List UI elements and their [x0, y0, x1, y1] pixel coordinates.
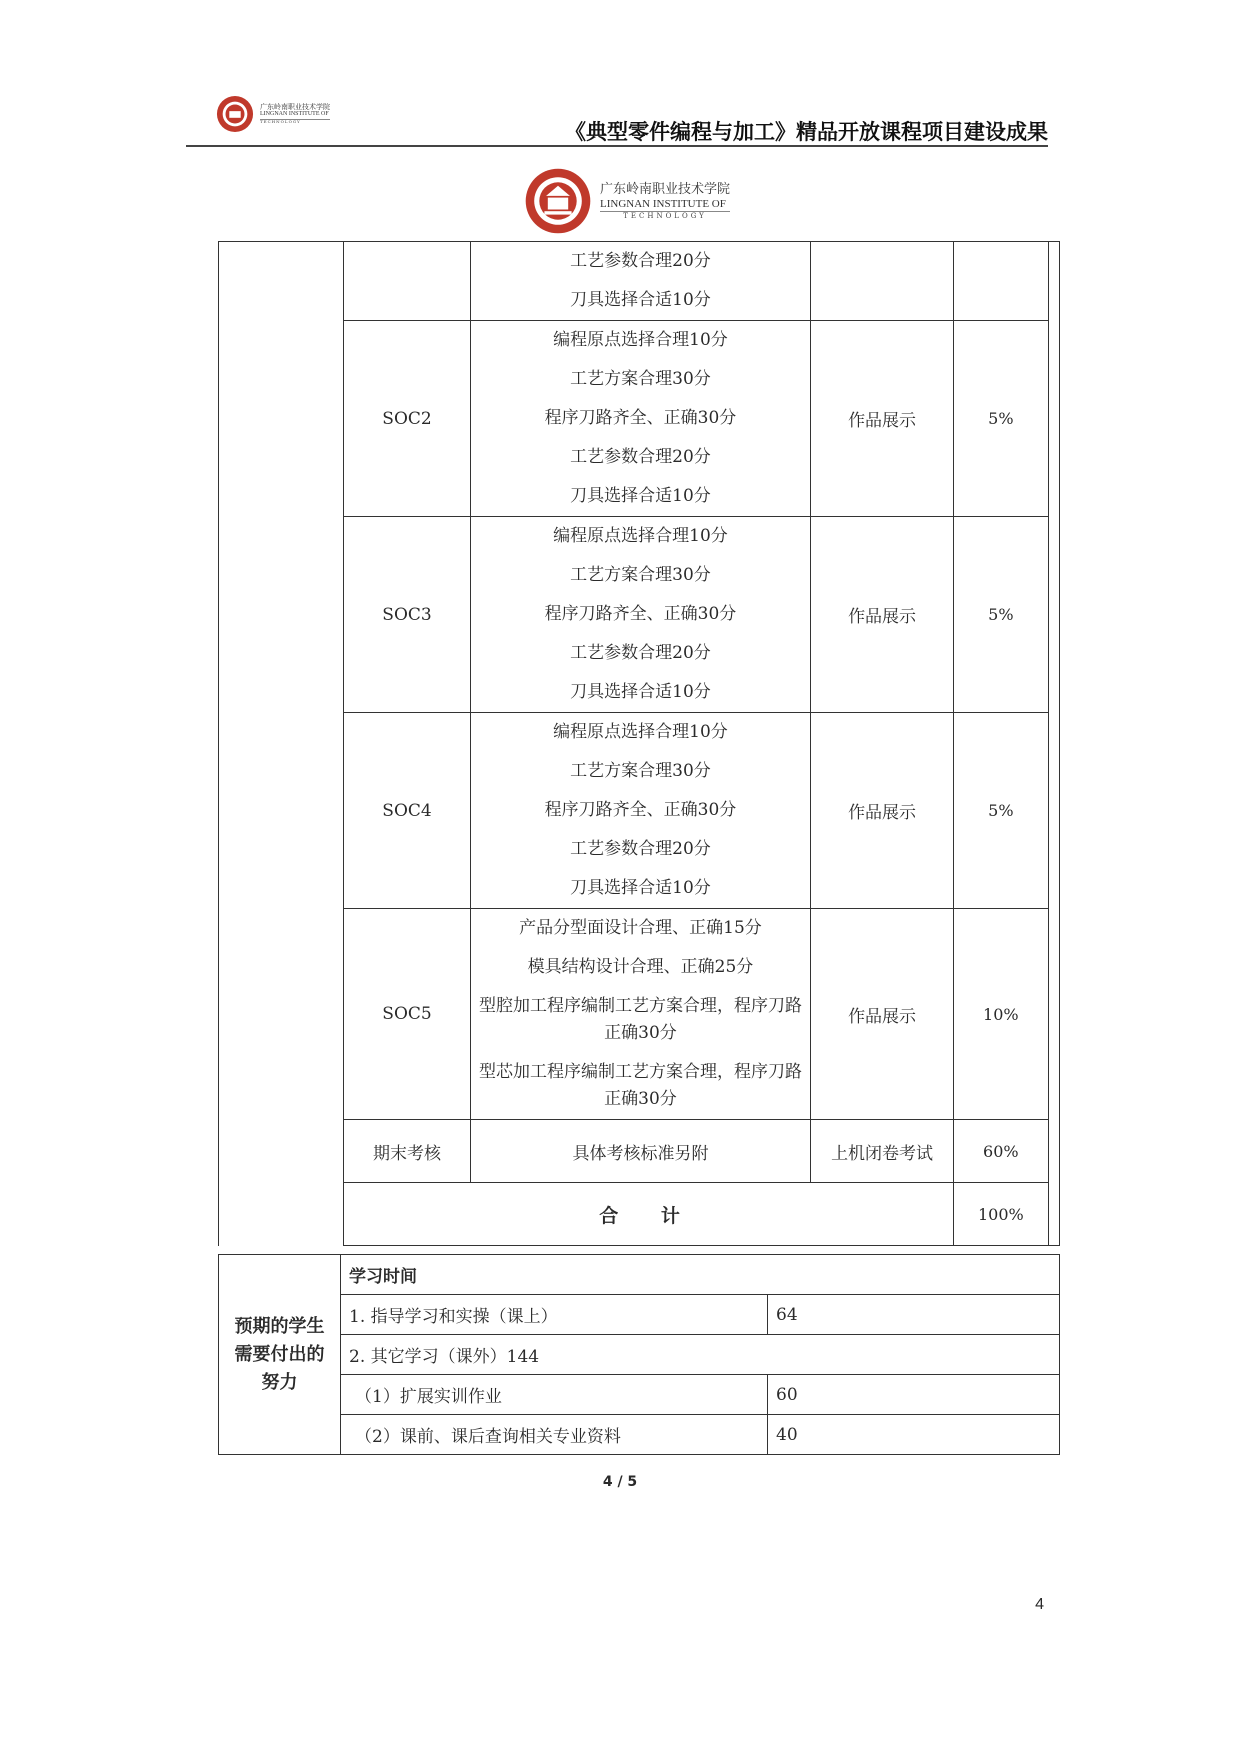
effort-item: （1）扩展实训作业 — [341, 1375, 768, 1415]
criteria-line: 工艺方案合理30分 — [570, 369, 711, 389]
effort-value: 60 — [768, 1375, 1060, 1415]
effort-item: 2. 其它学习（课外）144 — [341, 1335, 1060, 1375]
study-time-title: 学习时间 — [341, 1255, 1060, 1295]
criteria-line: 工艺参数合理20分 — [570, 251, 711, 271]
table-row — [219, 1295, 1060, 1335]
criteria-line: 型腔加工程序编制工艺方案合理，程序刀路正确30分 — [478, 996, 802, 1043]
table-row — [219, 1255, 1060, 1295]
table-row — [219, 321, 1060, 517]
criteria-line: 工艺参数合理20分 — [570, 839, 711, 859]
table-row — [219, 713, 1060, 909]
center-logo-en: LINGNAN INSTITUTE OF — [600, 197, 726, 210]
criteria-line: 刀具选择合适10分 — [570, 682, 711, 702]
effort-table — [218, 1254, 1060, 1455]
assessment-table — [218, 241, 1060, 1246]
criteria-line: 刀具选择合适10分 — [570, 878, 711, 898]
header-logo-en2: TECHNOLOGY — [260, 119, 330, 124]
method-cell: 作品展示 — [811, 713, 954, 909]
criteria-cell — [470, 321, 811, 517]
institute-seal-icon — [216, 95, 254, 133]
criteria-line: 模具结构设计合理、正确25分 — [527, 957, 754, 977]
header-logo — [216, 95, 330, 133]
code-cell: 期末考核 — [344, 1120, 470, 1183]
criteria-line: 产品分型面设计合理、正确15分 — [519, 918, 762, 938]
criteria-line: 刀具选择合适10分 — [570, 486, 711, 506]
effort-label-line: 预期的学生 — [234, 1315, 325, 1337]
criteria-line: 编程原点选择合理10分 — [553, 330, 728, 350]
effort-item: 1. 指导学习和实操（课上） — [341, 1295, 768, 1335]
code-cell: SOC4 — [344, 713, 470, 909]
effort-item: （2）课前、课后查询相关专业资料 — [341, 1415, 768, 1455]
header-rule — [186, 145, 1048, 147]
weight-cell: 60% — [953, 1120, 1048, 1183]
criteria-line: 工艺参数合理20分 — [570, 643, 711, 663]
center-logo-cn: 广东岭南职业技术学院 — [600, 181, 731, 197]
total-weight: 100% — [953, 1183, 1048, 1246]
criteria-cell: 具体考核标准另附 — [470, 1120, 811, 1183]
header-logo-en: LINGNAN INSTITUTE OF — [260, 111, 329, 118]
method-cell: 上机闭卷考试 — [811, 1120, 954, 1183]
criteria-line: 编程原点选择合理10分 — [553, 722, 728, 742]
criteria-cell — [470, 517, 811, 713]
center-logo-en2: TECHNOLOGY — [600, 211, 730, 220]
table-row — [219, 517, 1060, 713]
table-row — [219, 1375, 1060, 1415]
criteria-line: 程序刀路齐全、正确30分 — [544, 604, 737, 624]
weight-cell: 5% — [953, 321, 1048, 517]
criteria-line: 编程原点选择合理10分 — [553, 526, 728, 546]
criteria-line: 工艺参数合理20分 — [570, 447, 711, 467]
page-number-right: 4 — [1035, 1596, 1044, 1613]
criteria-line: 工艺方案合理30分 — [570, 565, 711, 585]
code-cell — [344, 242, 470, 321]
code-cell: SOC5 — [344, 909, 470, 1120]
institute-seal-icon — [524, 167, 592, 235]
weight-cell: 10% — [953, 909, 1048, 1120]
weight-cell: 5% — [953, 713, 1048, 909]
criteria-line: 工艺方案合理30分 — [570, 761, 711, 781]
header-title: 《典型零件编程与加工》精品开放课程项目建设成果 — [565, 120, 1048, 144]
criteria-cell — [470, 909, 811, 1120]
header-logo-cn: 广东岭南职业技术学院 — [260, 103, 330, 112]
effort-value: 40 — [768, 1415, 1060, 1455]
weight-cell — [953, 242, 1048, 321]
table-row — [219, 1183, 1060, 1246]
total-label: 合 计 — [344, 1183, 954, 1246]
criteria-line: 刀具选择合适10分 — [570, 290, 711, 310]
left-blank-cell — [219, 242, 344, 1246]
effort-label-cell — [219, 1255, 341, 1455]
weight-cell: 5% — [953, 517, 1048, 713]
effort-label-line: 努力 — [261, 1371, 298, 1393]
table-row — [219, 1335, 1060, 1375]
code-cell: SOC2 — [344, 321, 470, 517]
effort-value: 64 — [768, 1295, 1060, 1335]
criteria-cell — [470, 713, 811, 909]
criteria-line: 程序刀路齐全、正确30分 — [544, 408, 737, 428]
criteria-line: 型芯加工程序编制工艺方案合理，程序刀路正确30分 — [478, 1062, 802, 1109]
criteria-cell — [470, 242, 811, 321]
effort-label-line: 需要付出的 — [234, 1343, 325, 1365]
table-row — [219, 1415, 1060, 1455]
method-cell: 作品展示 — [811, 909, 954, 1120]
page-number-center: 4 / 5 — [602, 1474, 638, 1490]
method-cell: 作品展示 — [811, 321, 954, 517]
method-cell: 作品展示 — [811, 517, 954, 713]
table-row — [219, 1120, 1060, 1183]
code-cell: SOC3 — [344, 517, 470, 713]
table-row — [219, 909, 1060, 1120]
criteria-line: 程序刀路齐全、正确30分 — [544, 800, 737, 820]
center-logo — [524, 167, 730, 235]
table-row — [219, 242, 1060, 321]
method-cell — [811, 242, 954, 321]
edge-cell — [1048, 242, 1059, 1246]
